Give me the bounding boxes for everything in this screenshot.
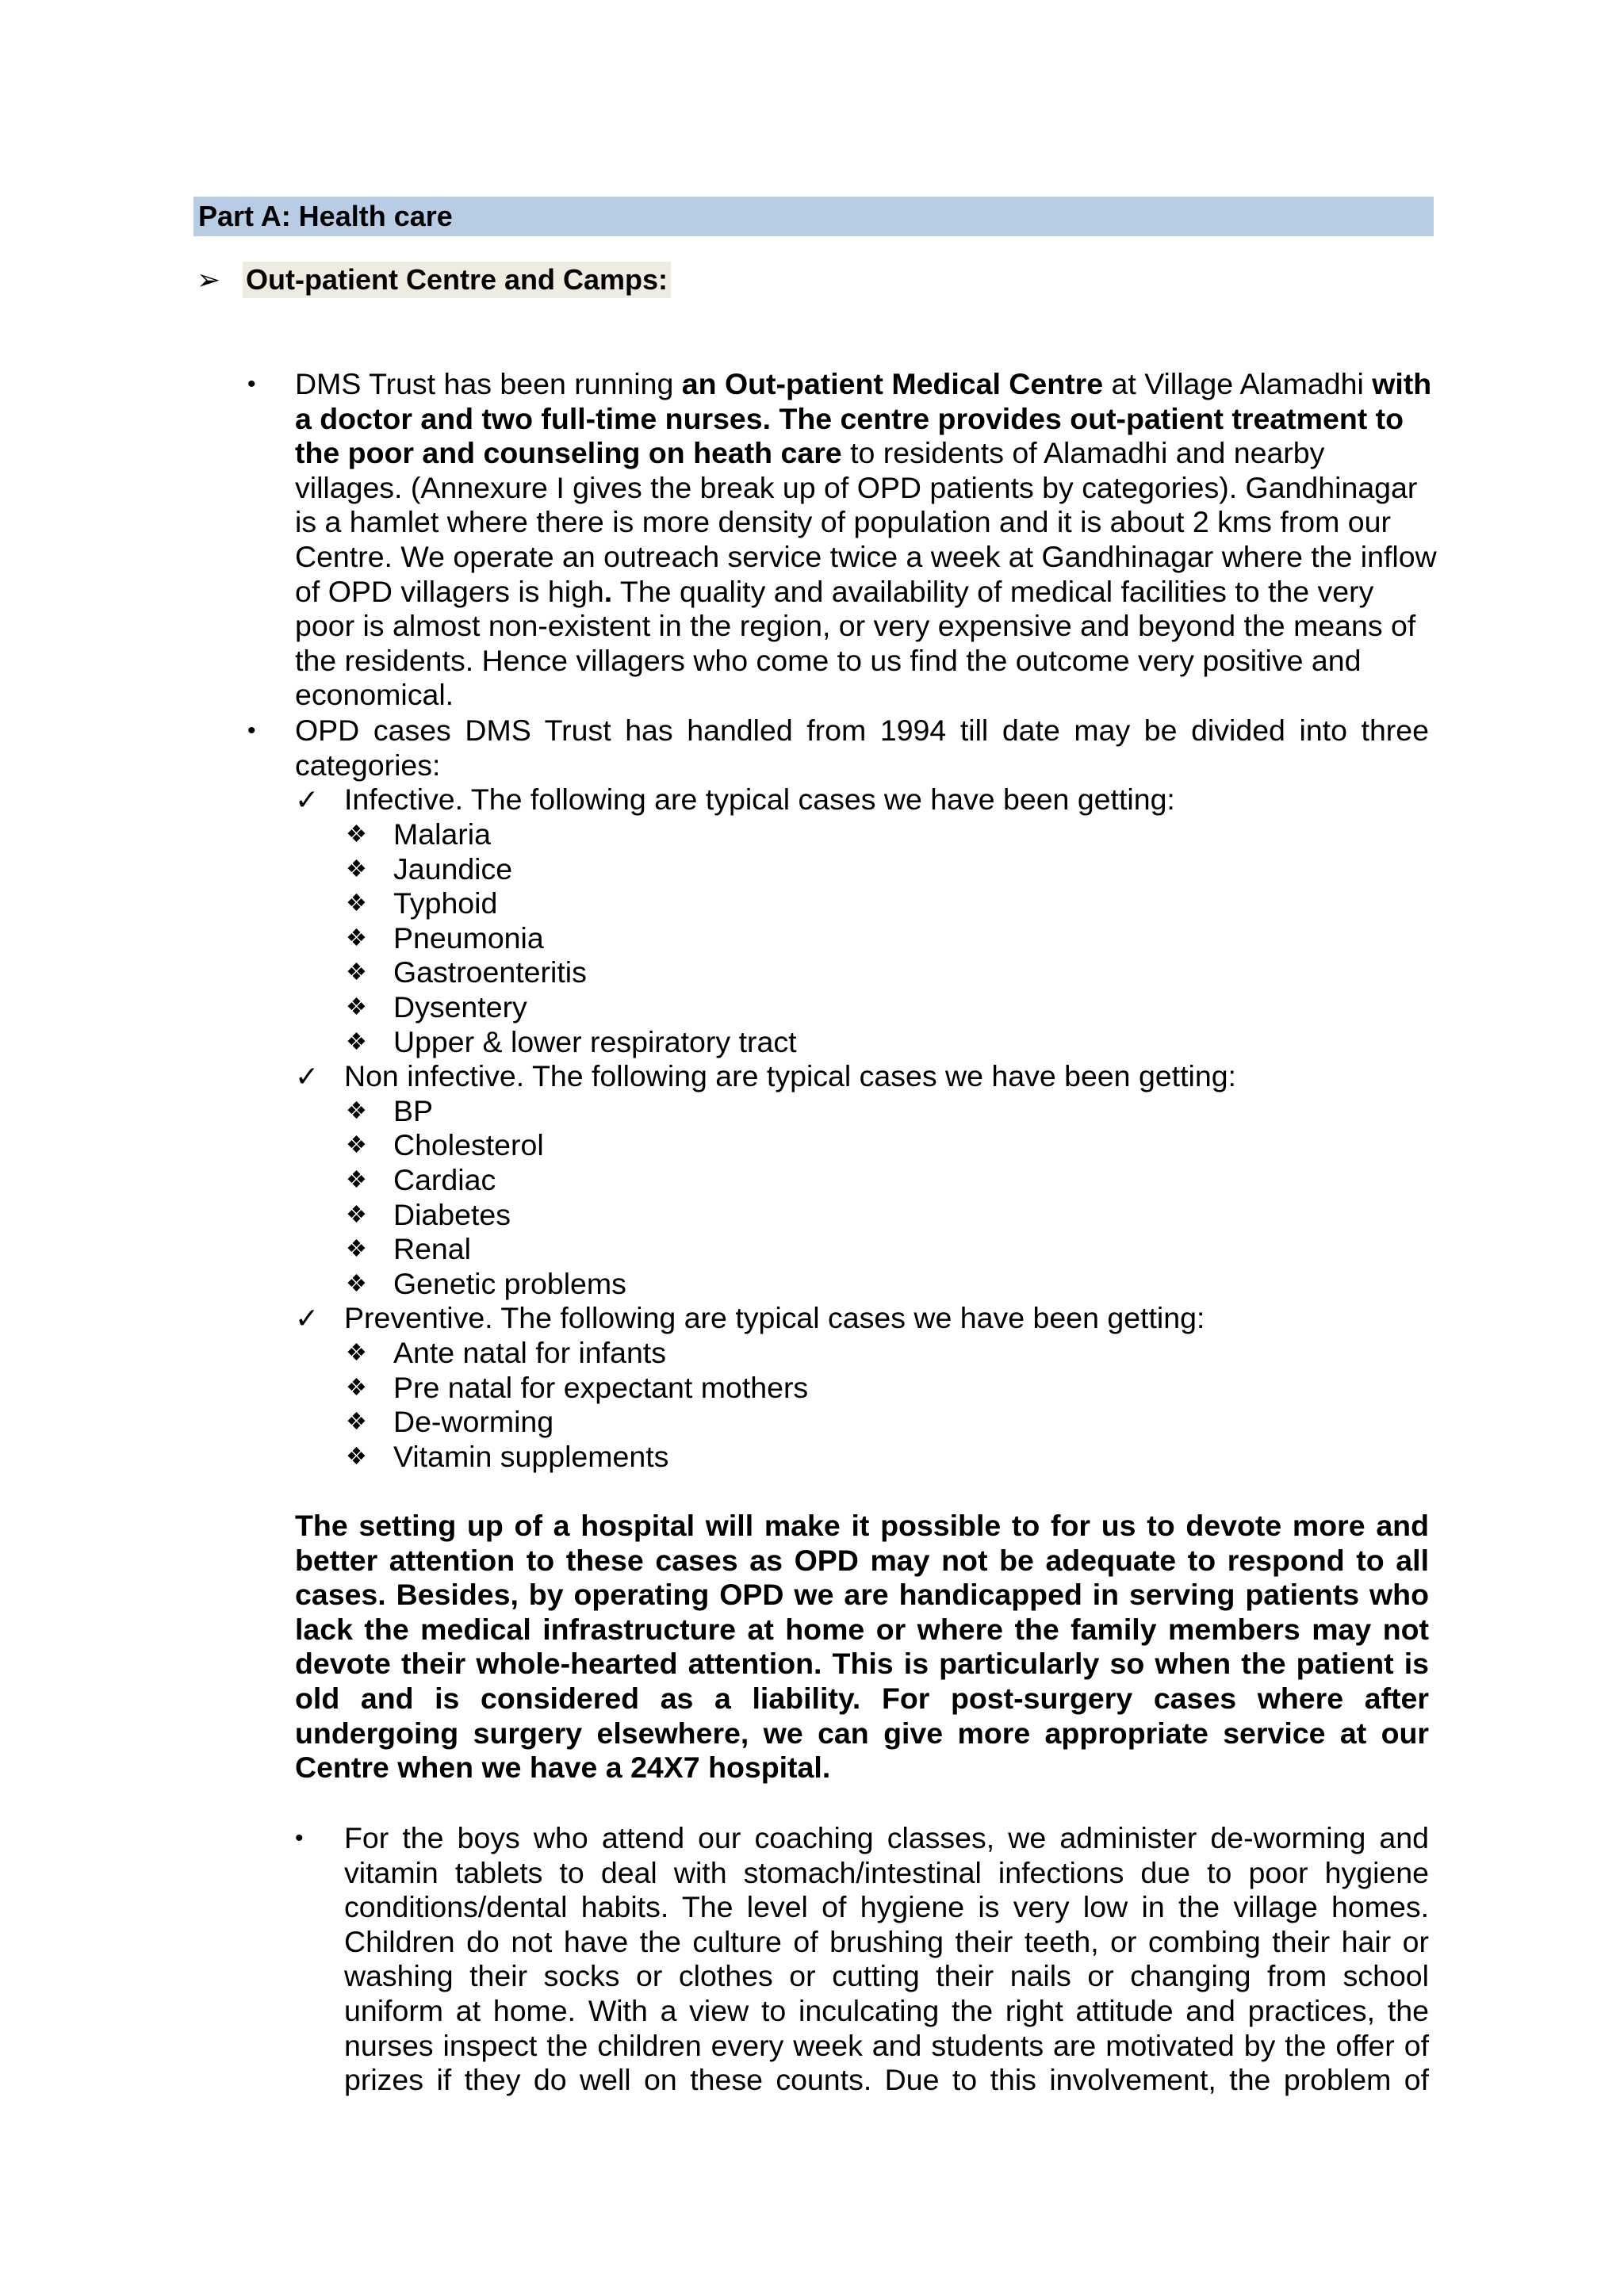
diamond-bullet-icon: ❖ [346, 821, 367, 848]
list-item: Pre natal for expectant mothers [393, 1371, 809, 1404]
list-item: Ante natal for infants [393, 1336, 666, 1369]
list-item: Malaria [393, 817, 491, 851]
diamond-bullet-icon: ❖ [346, 1098, 367, 1124]
paragraph-coaching-boys: For the boys who attend our coaching classes, we administer de-worming and vitamin tablets to deal with stomach/intestinal infections due to poor hygiene conditions/dental habits. The level of hygiene is very low in the village homes. Children do not have the culture of brushing their teeth, or combing their hair or washing their socks or clothes or cutting their nails or changing from school uniform at home. With a view to inculcating the right attitude and practices, the nurses inspect the children every week and students are motivated by the offer of prizes if they do well on these counts. Due to this involvement, the problem of [344, 1821, 1429, 2097]
list-item: BP [393, 1094, 434, 1127]
diamond-bullet-icon: ❖ [346, 1340, 367, 1366]
para1-text-4: The quality and availability of medical facilities to the very poor is almost non-existent in the region, or very expensive and beyond the means of the residents. Hence villagers who come to us find the outcome very positive and economical. [295, 574, 1416, 712]
diamond-bullet-icon: ❖ [346, 1236, 367, 1262]
paragraph-opd-categories: OPD cases DMS Trust has handled from 1994 till date may be divided into three categories: [295, 714, 1429, 782]
diamond-bullet-icon: ❖ [346, 925, 367, 951]
diamond-bullet-icon: ❖ [346, 890, 367, 916]
check-icon: ✓ [295, 1302, 320, 1334]
list-item: Upper & lower respiratory tract [393, 1025, 797, 1058]
section-title: Part A: Health care [198, 200, 453, 232]
bullet-icon: • [247, 718, 256, 744]
subheading-title: Out-patient Centre and Camps: [243, 262, 671, 298]
diamond-bullet-icon: ❖ [346, 1132, 367, 1158]
bullet-icon: • [295, 1825, 304, 1851]
diamond-bullet-icon: ❖ [346, 1375, 367, 1401]
paragraph-outpatient-centre [295, 367, 1437, 713]
para1-bold-2: with a doctor and two full-time nurses. The centre provides out-patient treatment to the poor and counseling on heath care [295, 367, 1432, 470]
diamond-bullet-icon: ❖ [346, 1202, 367, 1228]
list-item: Cardiac [393, 1163, 496, 1196]
list-item: Cholesterol [393, 1128, 544, 1161]
category-infective-title: Infective. The following are typical cases we have been getting: [344, 783, 1175, 816]
category-non-infective-title: Non infective. The following are typical cases we have been getting: [344, 1059, 1236, 1093]
diamond-bullet-icon: ❖ [346, 1029, 367, 1055]
arrow-bullet-icon: ➢ [197, 263, 221, 296]
list-item: Dysentery [393, 990, 527, 1024]
list-item: Pneumonia [393, 921, 544, 955]
diamond-bullet-icon: ❖ [346, 1444, 367, 1470]
diamond-bullet-icon: ❖ [346, 856, 367, 882]
para1-bold-3: . [603, 574, 613, 608]
list-item: Renal [393, 1232, 471, 1265]
category-preventive-title: Preventive. The following are typical cases we have been getting: [344, 1301, 1205, 1334]
para1-text-1: DMS Trust has been running [295, 367, 682, 400]
list-item: De-worming [393, 1405, 554, 1438]
check-icon: ✓ [295, 783, 320, 816]
list-item: Jaundice [393, 852, 513, 886]
list-item: Genetic problems [393, 1267, 626, 1300]
list-item: Typhoid [393, 886, 498, 920]
check-icon: ✓ [295, 1060, 320, 1093]
diamond-bullet-icon: ❖ [346, 1167, 367, 1193]
list-item: Diabetes [393, 1198, 511, 1231]
bullet-icon: • [247, 371, 256, 397]
para1-text-2: at Village Alamadhi [1103, 367, 1373, 400]
para1-bold-1: an Out-patient Medical Centre [681, 367, 1104, 400]
para1-text-3: to residents of Alamadhi and nearby villages. (Annexure I gives the break up of OPD patients by categories). Gandhinagar is a hamlet where there is more density of population and it is about 2 kms from our Centre. We operate an outreach service twice a week at Gandhinagar where the inflow of OPD villagers is high [295, 436, 1437, 608]
list-item: Gastroenteritis [393, 955, 587, 989]
list-item: Vitamin supplements [393, 1440, 669, 1473]
diamond-bullet-icon: ❖ [346, 1409, 367, 1435]
diamond-bullet-icon: ❖ [346, 994, 367, 1020]
paragraph-hospital: The setting up of a hospital will make it possible to for us to devote more and better attention to these cases as OPD may not be adequate to respond to all cases. Besides, by operating OPD we are handicapped in serving patients who lack the medical infrastructure at home or where the family members may not devote their whole-hearted attention. This is particularly so when the patient is old and is considered as a liability. For post-surgery cases where after undergoing surgery elsewhere, we can give more appropriate service at our Centre when we have a 24X7 hospital. [295, 1509, 1429, 1785]
diamond-bullet-icon: ❖ [346, 1271, 367, 1297]
diamond-bullet-icon: ❖ [346, 959, 367, 985]
